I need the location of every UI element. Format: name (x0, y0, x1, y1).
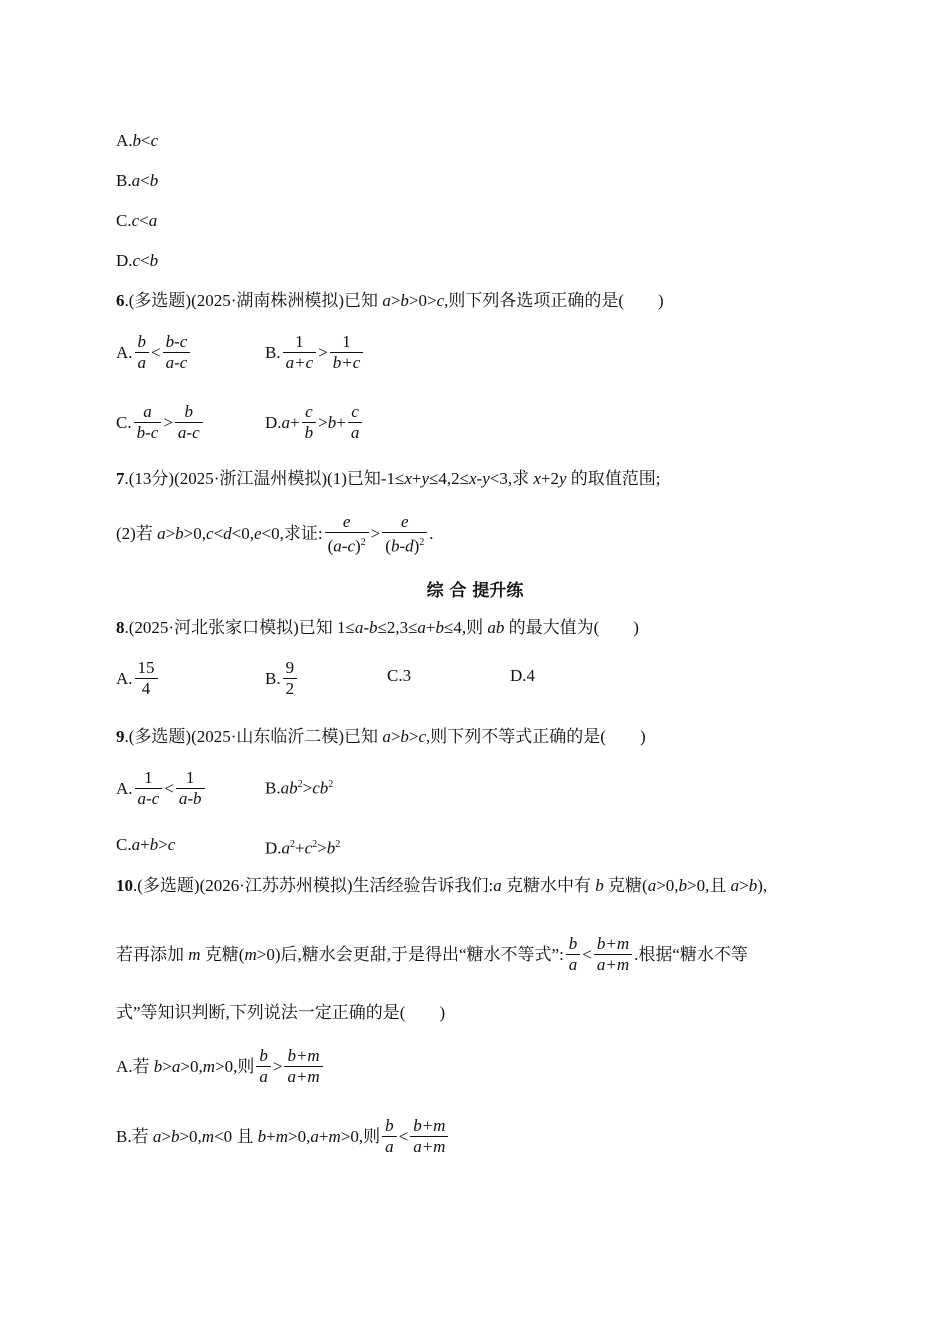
q9-stem: 9.(多选题)(2025·山东临沂二模)已知 a>b>c,则下列不等式正确的是( ) (116, 727, 646, 746)
q9-option-b: $B.ab^2>cb^2$ (265, 778, 334, 798)
q10-line2: 若再添加 m 克糖(m>0)后,糖水会更甜,于是得出“糖水不等式”: $\frac{b}{a}$ < $\frac{b+m}{a+m}$ .根据“糖水不等 (116, 934, 748, 974)
q8-option-c: C.3 (387, 666, 412, 685)
q5-option-b: B.a<b (116, 171, 159, 190)
q7-line2: (2)若 a>b>0,c<d<0,e<0,求证: $\frac{e}{(a-c)^2}$ > $\frac{e}{(b-d)^2}$ . (116, 512, 434, 556)
q9-option-a: A. $\frac{1}{a-c}$ < $\frac{1}{a-b}$ (116, 768, 207, 809)
q8-option-a: A. $\frac{15}{4}$ (116, 658, 160, 699)
q9-option-d: $D.a^2+c^2>b^2$ (265, 838, 341, 858)
q8-option-d: D.4 (510, 666, 536, 685)
q6-option-a: A. $\frac{b}{a}$ < $\frac{b-c}{a-c}$ (116, 332, 192, 373)
q5-option-c: C.c<a (116, 211, 158, 230)
q8-option-b: B. $\frac{9}{2}$ (265, 658, 299, 699)
q8-stem: 8.(2025·河北张家口模拟)已知 1≤a-b≤2,3≤a+b≤4,则 ab 的最大值为( ) (116, 618, 639, 637)
q5-option-a: A.b<c (116, 131, 159, 150)
section-title: 综 合 提升练 (426, 581, 524, 601)
q6-stem: 6.(多选题)(2025·湖南株洲模拟)已知 a>b>0>c,则下列各选项正确的是( ) (116, 291, 664, 310)
q10-option-a: A.若 b>a>0,m>0,则 $\frac{b}{a}$ > $\frac{b+m}{a+m}$ (116, 1046, 325, 1087)
q9-option-c: C.a+b>c (116, 835, 176, 854)
q10-option-b: B.若 a>b>0,m<0 且 b+m>0,a+m>0,则 $\frac{b}{a}$ < $\frac{b+m}{a+m}$ (116, 1116, 450, 1157)
q6-option-c: C. $\frac{a}{b-c}$ > $\frac{b}{a-c}$ (116, 402, 205, 443)
q7-line1: 7.(13分)(2025·浙江温州模拟)(1)已知-1≤x+y≤4,2≤x-y<3,求 x+2y 的取值范围; (116, 469, 661, 488)
q6-option-b: B. $\frac{1}{a+c}$ > $\frac{1}{b+c}$ (265, 332, 365, 373)
q5-option-d: D.c<b (116, 251, 159, 270)
q6-option-d: D.a+ $\frac{c}{b}$ >b+ $\frac{c}{a}$ (265, 402, 364, 443)
q10-line1: 10.(多选题)(2026·江苏苏州模拟)生活经验告诉我们:a 克糖水中有 b 克糖(a>0,b>0,且 a>b), (116, 876, 768, 895)
q10-line3: 式”等知识判断,下列说法一定正确的是( ) (116, 1003, 446, 1022)
